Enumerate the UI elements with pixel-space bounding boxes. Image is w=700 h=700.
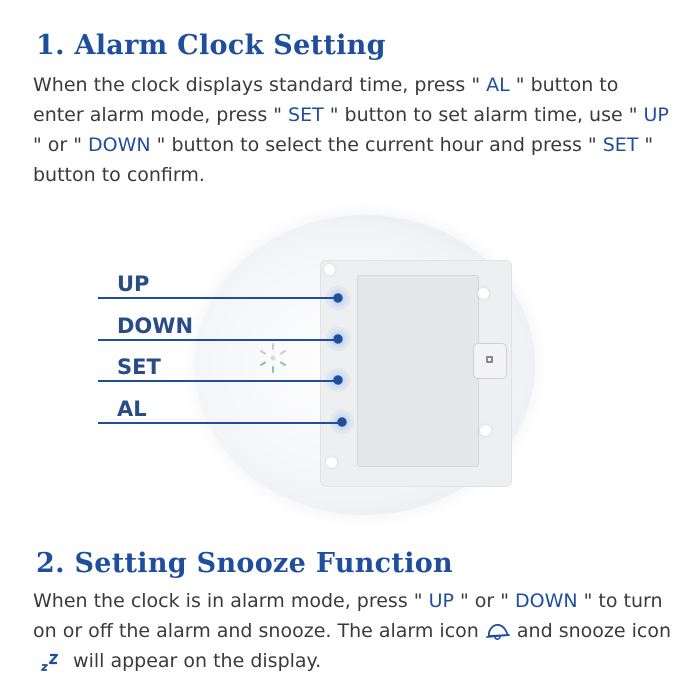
section-2-text: " to turn on or off the alarm and snooze. The alarm icon: [33, 590, 663, 642]
section-2-text: " or ": [453, 590, 516, 612]
down-pointer-line: [98, 339, 338, 341]
clock-back-illustration: [0, 200, 700, 520]
section-2-text: and snooze icon: [510, 620, 671, 642]
screw: [326, 457, 337, 468]
down-label: DOWN: [117, 314, 194, 338]
section-1-heading: 1. Alarm Clock Setting: [36, 30, 386, 61]
al-pointer-line: [98, 422, 342, 424]
switch-knob: [486, 356, 493, 363]
battery-cover: [357, 275, 479, 467]
on-off-switch: [473, 343, 507, 379]
section-2-paragraph: [33, 586, 673, 676]
keyword-al: AL: [486, 74, 510, 96]
up-label: UP: [117, 272, 150, 296]
section-1-text: When the clock displays standard time, press ": [33, 74, 487, 96]
keyword-set: SET: [288, 104, 324, 126]
bell-icon: [485, 621, 511, 643]
keyword-down: DOWN: [515, 590, 578, 612]
light-sensor-icon: [253, 338, 293, 378]
keyword-down: DOWN: [88, 134, 151, 156]
keyword-up: UP: [428, 590, 454, 612]
set-pointer-line: [98, 380, 338, 382]
up-pointer-line: [98, 297, 338, 299]
keyword-up: UP: [643, 104, 669, 126]
screw: [324, 264, 335, 275]
section-1-text: " button to enter alarm mode, press ": [33, 74, 619, 126]
al-label: AL: [117, 397, 147, 421]
section-2-heading: 2. Setting Snooze Function: [36, 548, 453, 579]
screw: [478, 288, 489, 299]
section-1-text: " button to set alarm time, use ": [323, 104, 644, 126]
section-1-paragraph: [33, 70, 673, 190]
set-label: SET: [117, 355, 161, 379]
screw: [480, 425, 491, 436]
section-1-text: " button to confirm.: [33, 134, 654, 186]
section-1-text: " or ": [33, 134, 89, 156]
section-2-text: will appear on the display.: [67, 650, 322, 672]
section-2-text: When the clock is in alarm mode, press ": [33, 590, 429, 612]
snooze-icon: [33, 651, 67, 673]
section-1-text: " button to select the current hour and press ": [150, 134, 603, 156]
keyword-set: SET: [602, 134, 639, 156]
